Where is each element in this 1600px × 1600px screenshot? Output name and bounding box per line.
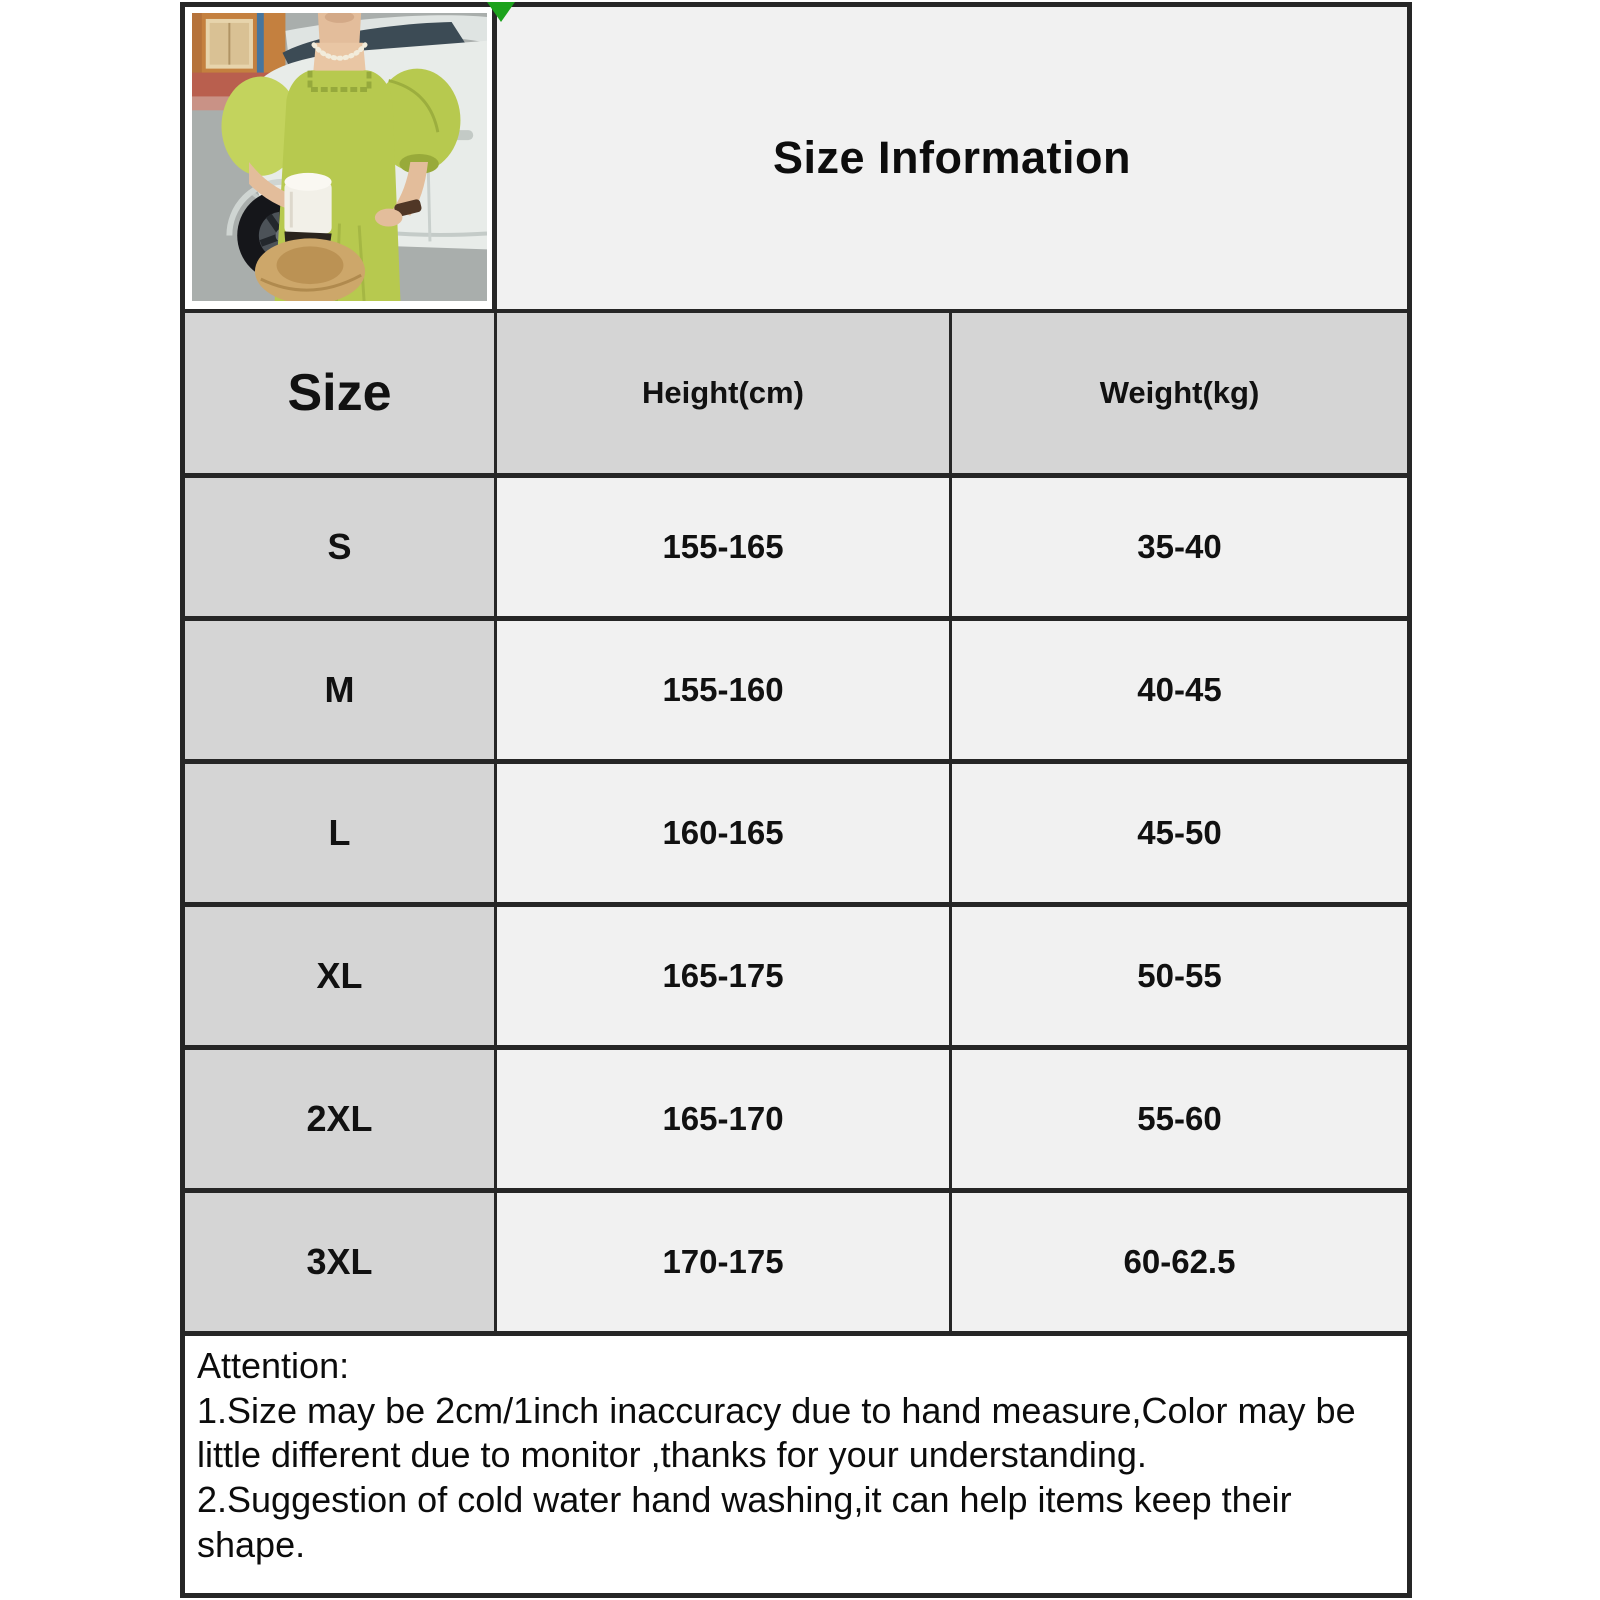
- size-label: 2XL: [185, 1050, 497, 1188]
- green-corner-marker-icon: [487, 2, 515, 22]
- size-chart: [180, 2, 1412, 1598]
- table-row: [185, 764, 1407, 907]
- weight-value: 50-55: [952, 907, 1407, 1045]
- height-value: 170-175: [497, 1193, 952, 1331]
- table-row: [185, 1050, 1407, 1193]
- weight-value: 55-60: [952, 1050, 1407, 1188]
- height-value: 165-175: [497, 907, 952, 1045]
- column-header-size: Size: [185, 313, 497, 473]
- product-photo: [185, 7, 497, 309]
- attention-note: 2.Suggestion of cold water hand washing,it can help items keep their shape.: [197, 1478, 1292, 1565]
- attention-note: 1.Size may be 2cm/1inch inaccuracy due to hand measure,Color may be little different due to monitor ,thanks for your understanding.: [197, 1389, 1356, 1476]
- column-header-height: Height(cm): [497, 313, 952, 473]
- table-row: [185, 907, 1407, 1050]
- size-label: 3XL: [185, 1193, 497, 1331]
- height-value: 165-170: [497, 1050, 952, 1188]
- table-row: [185, 1193, 1407, 1336]
- size-label: XL: [185, 907, 497, 1045]
- product-photo-illustration: [192, 13, 487, 301]
- size-label: L: [185, 764, 497, 902]
- weight-value: 40-45: [952, 621, 1407, 759]
- page-title: Size Information: [772, 132, 1132, 183]
- table-header-row: [185, 313, 1407, 478]
- weight-value: 45-50: [952, 764, 1407, 902]
- top-section: [185, 7, 1407, 313]
- title-cell: [497, 7, 1407, 309]
- table-row: [185, 621, 1407, 764]
- weight-value: 60-62.5: [952, 1193, 1407, 1331]
- height-value: 160-165: [497, 764, 952, 902]
- attention-heading: Attention:: [197, 1345, 350, 1386]
- column-header-weight: Weight(kg): [1099, 375, 1260, 410]
- size-label: M: [185, 621, 497, 759]
- size-label: S: [185, 478, 497, 616]
- table-row: [185, 478, 1407, 621]
- height-value: 155-160: [497, 621, 952, 759]
- attention-section: [185, 1336, 1407, 1593]
- weight-value: 35-40: [952, 478, 1407, 616]
- height-value: 155-165: [497, 478, 952, 616]
